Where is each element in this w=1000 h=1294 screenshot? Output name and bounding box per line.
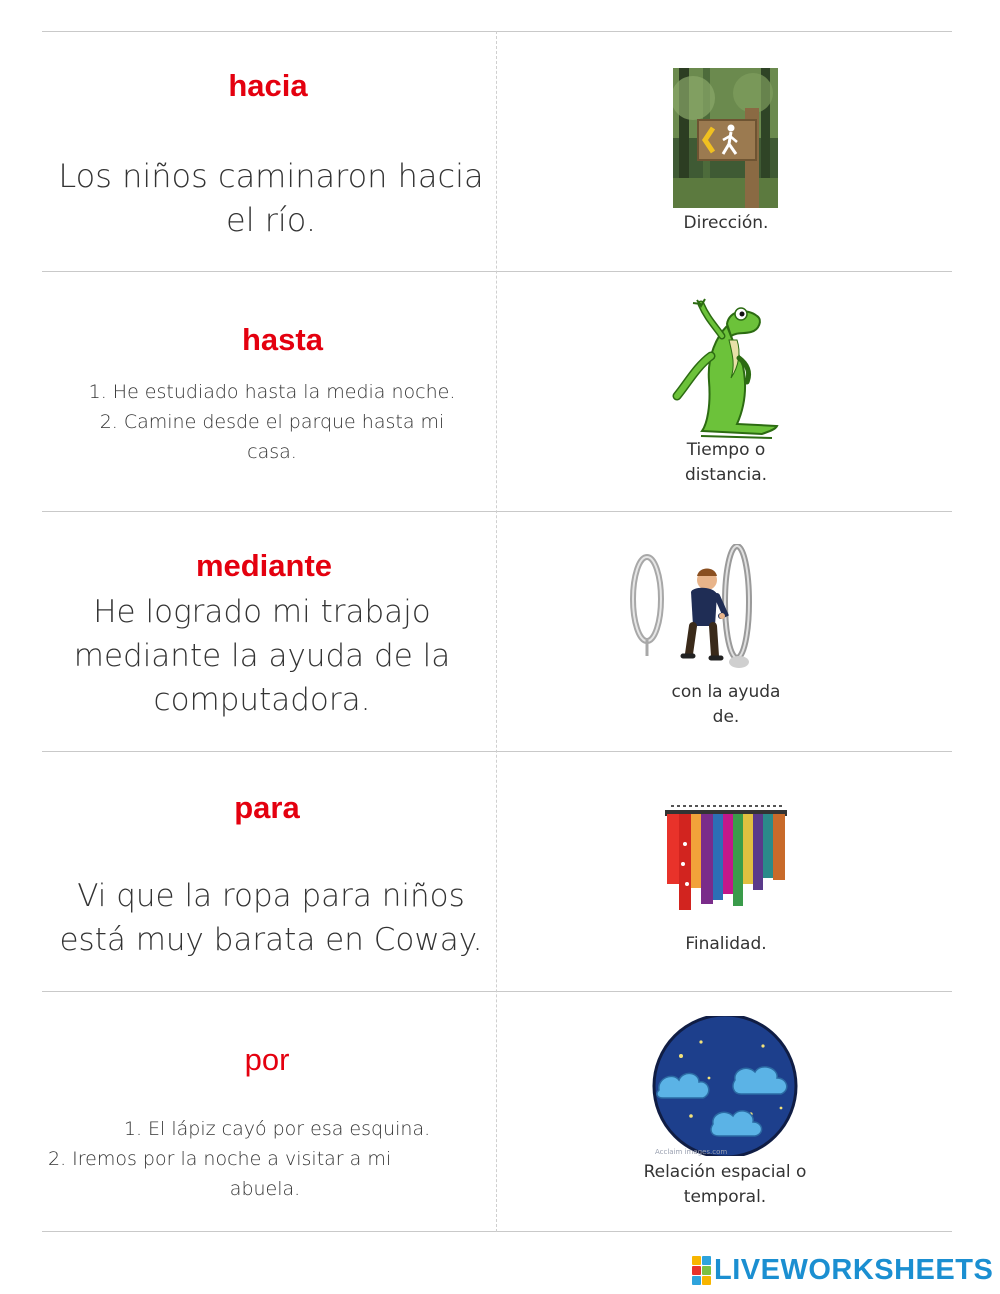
sentence-line: casa. <box>247 441 297 463</box>
clothes-rack-image <box>663 804 789 914</box>
card-word-hasta <box>42 272 496 511</box>
image-watermark: Acclaim images.com <box>655 1148 728 1156</box>
word-title: por <box>244 1042 290 1077</box>
sentence-line: el río. <box>226 201 316 239</box>
liveworksheets-logo[interactable] <box>692 1253 993 1287</box>
example-sentence <box>42 154 500 242</box>
sentence-line: 1. El lápiz cayó por esa esquina. <box>123 1118 431 1140</box>
card-meaning-para <box>497 752 952 991</box>
man-between-rings-image <box>627 544 767 679</box>
card-word-para <box>42 752 496 991</box>
logo-blocks-icon <box>692 1256 711 1285</box>
frog-image <box>667 296 782 441</box>
sentence-line: está muy barata en Coway. <box>59 922 483 958</box>
sentence-line: He logrado mi trabajo <box>93 594 431 630</box>
example-sentence <box>42 874 500 962</box>
word-title: hasta <box>242 322 323 357</box>
caption-line: Finalidad. <box>685 934 767 954</box>
example-sentence <box>42 1114 496 1204</box>
sentence-line: Los niños caminaron hacia <box>58 157 484 195</box>
card-word-hacia <box>42 32 496 271</box>
card-meaning-por <box>497 992 952 1231</box>
logo-text: LIVEWORKSHEETS <box>714 1253 994 1286</box>
word-title: hacia <box>228 68 308 103</box>
word-title: mediante <box>195 548 333 583</box>
sentence-line: 2. Camine desde el parque hasta mi <box>99 411 445 433</box>
meaning-caption <box>649 932 803 957</box>
card-meaning-hacia <box>497 32 952 271</box>
sentence-line: 2. Iremos por la noche a visitar a mi <box>48 1148 392 1170</box>
example-sentence <box>52 377 492 467</box>
caption-line: de. <box>712 707 740 727</box>
caption-line: distancia. <box>684 465 768 485</box>
meaning-caption <box>625 1160 825 1210</box>
trail-sign-image <box>673 68 778 208</box>
card-meaning-hasta <box>497 272 952 511</box>
meaning-caption <box>649 680 803 730</box>
sentence-line: abuela. <box>229 1178 301 1200</box>
word-title: para <box>234 790 300 825</box>
card-word-por <box>42 992 496 1231</box>
meaning-caption <box>649 211 803 236</box>
card-word-mediante <box>42 512 496 751</box>
caption-line: Tiempo o <box>686 440 766 460</box>
meaning-caption <box>649 438 803 488</box>
caption-line: Dirección. <box>683 213 769 233</box>
night-sky-image <box>651 1016 799 1156</box>
row-divider <box>42 1231 952 1232</box>
sentence-line: mediante la ayuda de la <box>73 638 451 674</box>
sentence-line: Vi que la ropa para niños <box>77 878 465 914</box>
sentence-line: computadora. <box>153 682 371 718</box>
sentence-line: 1. He estudiado hasta la media noche. <box>88 381 456 403</box>
card-meaning-mediante <box>497 512 952 751</box>
caption-line: temporal. <box>683 1187 767 1207</box>
example-sentence <box>42 590 482 722</box>
caption-line: Relación espacial o <box>643 1162 807 1182</box>
caption-line: con la ayuda <box>671 682 781 702</box>
